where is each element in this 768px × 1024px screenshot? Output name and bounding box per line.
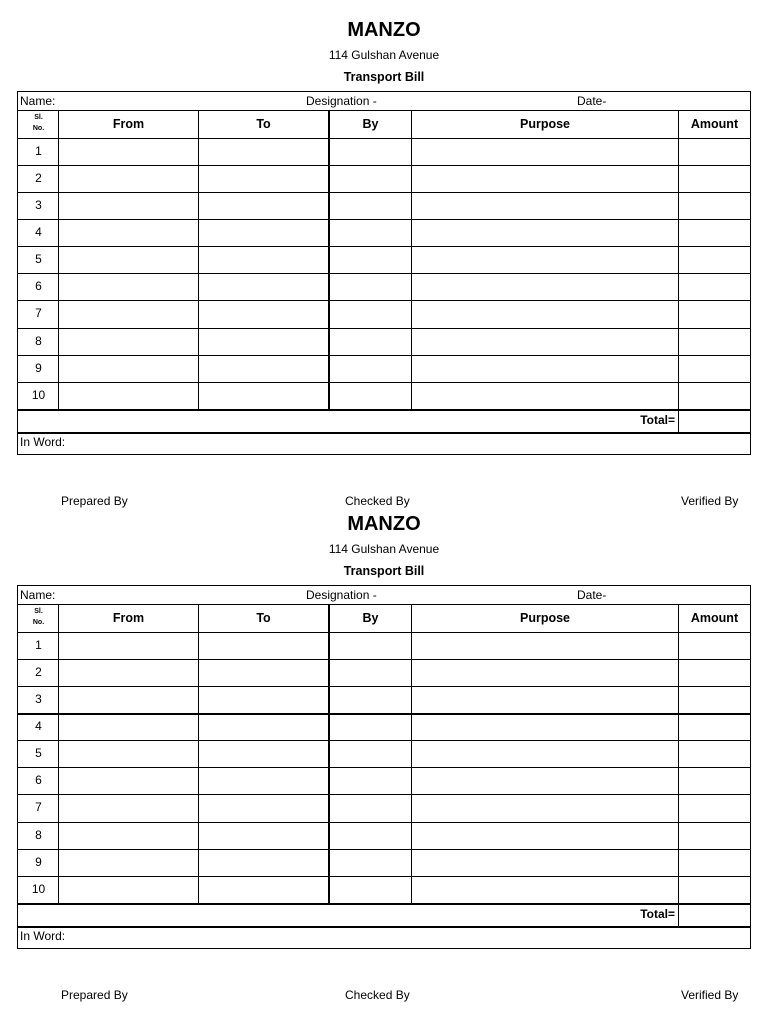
column-header-amount: Amount <box>690 117 739 131</box>
checked-by-label: Checked By <box>345 988 410 1002</box>
company-name: MANZO <box>347 19 421 41</box>
verified-by-label: Verified By <box>681 494 739 508</box>
divider <box>18 822 750 823</box>
company-name: MANZO <box>347 513 421 535</box>
in-word-label: In Word: <box>20 435 66 449</box>
company-address: 114 Gulshan Avenue <box>328 48 440 62</box>
row-number: 5 <box>35 252 42 266</box>
column-header-to: To <box>256 611 271 625</box>
divider <box>18 713 750 715</box>
divider <box>328 110 330 409</box>
sl-no-header <box>18 606 59 628</box>
sl-label-line2: No. <box>32 619 45 626</box>
verified-by-label: Verified By <box>681 988 739 1002</box>
row-number: 7 <box>35 800 42 814</box>
divider <box>18 432 750 434</box>
divider <box>18 138 750 139</box>
column-header-amount: Amount <box>690 611 739 625</box>
prepared-by-label: Prepared By <box>61 494 128 508</box>
divider <box>198 110 199 409</box>
row-number: 1 <box>35 144 42 158</box>
column-header-from: From <box>112 611 145 625</box>
row-number: 10 <box>31 882 46 896</box>
date-label: Date- <box>577 94 607 108</box>
divider <box>678 110 679 432</box>
row-number: 4 <box>35 225 42 239</box>
row-number: 10 <box>31 388 46 402</box>
name-label: Name: <box>20 94 56 108</box>
sl-no-header <box>18 112 59 134</box>
divider <box>18 300 750 301</box>
designation-label: Designation - <box>306 588 377 602</box>
row-number: 7 <box>35 306 42 320</box>
divider <box>411 110 412 409</box>
date-label: Date- <box>577 588 607 602</box>
divider <box>18 192 750 193</box>
row-number: 3 <box>35 198 42 212</box>
sl-label-line2: No. <box>32 125 45 132</box>
divider <box>18 219 750 220</box>
divider <box>18 794 750 795</box>
divider <box>18 632 750 633</box>
divider <box>198 604 199 903</box>
divider <box>18 849 750 850</box>
row-number: 8 <box>35 828 42 842</box>
divider <box>678 604 679 926</box>
divider <box>18 767 750 768</box>
column-header-from: From <box>112 117 145 131</box>
sl-label-line1: Sl. <box>34 114 43 121</box>
divider <box>18 382 750 383</box>
column-header-to: To <box>256 117 271 131</box>
column-header-purpose: Purpose <box>519 117 570 131</box>
divider <box>18 273 750 274</box>
divider <box>18 246 750 247</box>
total-label: Total= <box>640 413 675 427</box>
transport-bill-form-2 <box>0 494 768 1002</box>
row-number: 8 <box>35 334 42 348</box>
company-address: 114 Gulshan Avenue <box>328 542 440 556</box>
prepared-by-label: Prepared By <box>61 988 128 1002</box>
row-number: 9 <box>35 361 42 375</box>
row-number: 2 <box>35 171 42 185</box>
sl-label-line1: Sl. <box>34 608 43 615</box>
row-number: 3 <box>35 692 42 706</box>
divider <box>18 740 750 741</box>
divider <box>18 355 750 356</box>
in-word-label: In Word: <box>20 929 66 943</box>
divider <box>18 926 750 928</box>
divider <box>411 604 412 903</box>
row-number: 6 <box>35 773 42 787</box>
bill-title: Transport Bill <box>343 564 425 578</box>
signature-row <box>0 987 768 1005</box>
divider <box>328 604 330 903</box>
transport-bill-form-1 <box>0 0 768 508</box>
total-label: Total= <box>640 907 675 921</box>
row-number: 2 <box>35 665 42 679</box>
column-header-by: By <box>362 611 379 625</box>
bill-table <box>17 585 751 949</box>
row-number: 5 <box>35 746 42 760</box>
bill-title: Transport Bill <box>343 70 425 84</box>
bill-table <box>17 91 751 455</box>
divider <box>18 686 750 687</box>
row-number: 1 <box>35 638 42 652</box>
row-number: 4 <box>35 719 42 733</box>
checked-by-label: Checked By <box>345 494 410 508</box>
column-header-by: By <box>362 117 379 131</box>
divider <box>18 328 750 329</box>
divider <box>18 659 750 660</box>
column-header-purpose: Purpose <box>519 611 570 625</box>
row-number: 6 <box>35 279 42 293</box>
divider <box>18 876 750 877</box>
row-number: 9 <box>35 855 42 869</box>
divider <box>18 165 750 166</box>
designation-label: Designation - <box>306 94 377 108</box>
name-label: Name: <box>20 588 56 602</box>
